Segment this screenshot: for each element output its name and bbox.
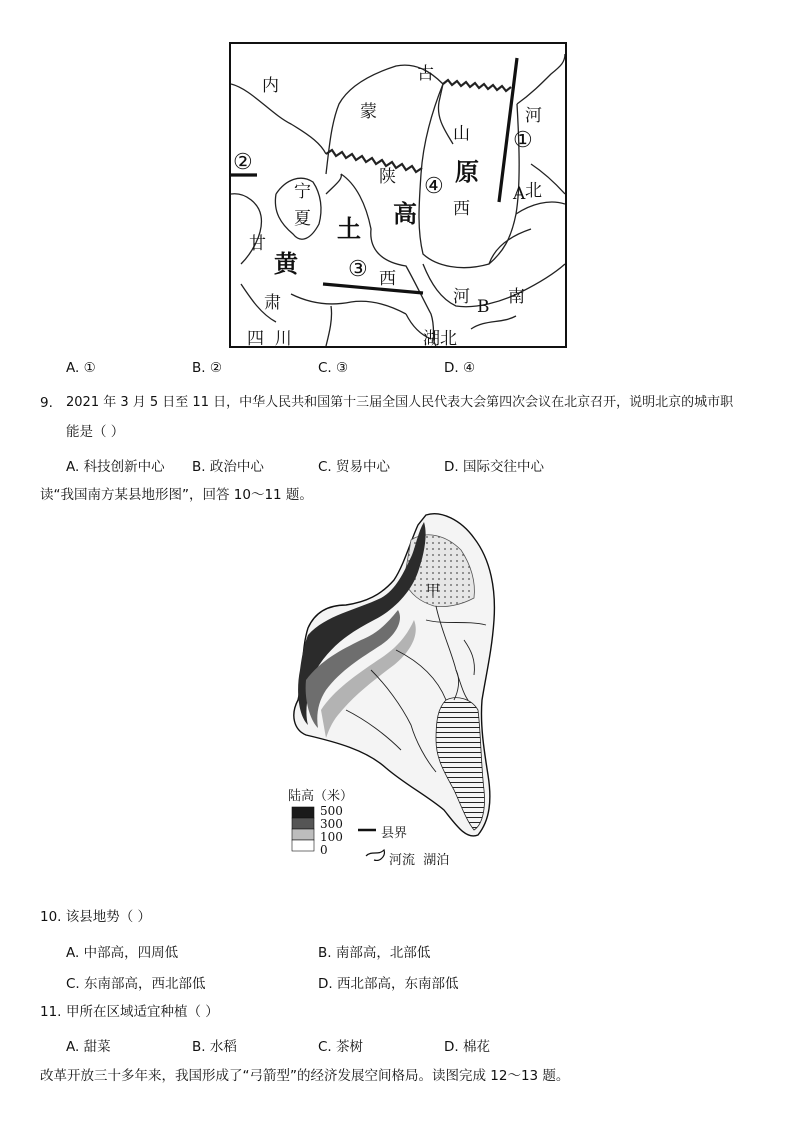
q8-option-a[interactable]: A. ① <box>66 360 96 376</box>
q8-option-d[interactable]: D. ④ <box>444 360 476 376</box>
county-terrain-map-shapes <box>286 510 506 870</box>
label-circle-3: ③ <box>348 257 368 282</box>
q10-option-a[interactable]: A. 中部高，四周低 <box>66 945 179 961</box>
q11-stem: 甲所在区域适宜种植（ ） <box>66 1004 219 1020</box>
label-circle-4: ④ <box>424 174 444 199</box>
q10-option-b[interactable]: B. 南部高，北部低 <box>318 945 431 961</box>
label-he-hebei: 河 <box>525 106 542 126</box>
legend-value-100: 100 <box>320 830 343 844</box>
label-sichuan: 四 川 <box>247 329 292 348</box>
q10-option-c[interactable]: C. 东南部高，西北部低 <box>66 976 206 992</box>
q9-option-c[interactable]: C. 贸易中心 <box>318 459 391 475</box>
label-ning: 宁 <box>294 182 311 202</box>
label-gan: 甘 <box>249 234 266 254</box>
q11-option-b[interactable]: B. 水稻 <box>192 1039 237 1055</box>
legend-title: 陆高（米） <box>288 789 354 804</box>
label-gu: 古 <box>417 64 434 84</box>
q9-option-a[interactable]: A. 科技创新中心 <box>66 459 165 475</box>
q11-option-d[interactable]: D. 棉花 <box>444 1039 490 1055</box>
legend-county-border: 县界 <box>381 826 408 841</box>
label-shaan: 陕 <box>379 167 396 187</box>
label-B: B <box>477 297 490 317</box>
label-xi-shaanxi: 西 <box>379 269 396 289</box>
legend-value-500: 500 <box>320 804 343 818</box>
label-nan-henan: 南 <box>508 287 525 307</box>
label-bei-hebei: 北 <box>525 181 542 201</box>
q11-number: 11. <box>40 1004 62 1020</box>
label-circle-2: ② <box>233 150 253 175</box>
legend-river-lake: 河流 湖泊 <box>389 853 450 868</box>
q9-number: 9. <box>40 395 53 411</box>
label-he-henan: 河 <box>453 287 470 307</box>
q9-option-d[interactable]: D. 国际交往中心 <box>444 459 544 475</box>
q8-option-b[interactable]: B. ② <box>192 360 222 376</box>
legend-value-0: 0 <box>320 843 328 857</box>
label-yuan: 原 <box>455 157 479 186</box>
q8-option-c[interactable]: C. ③ <box>318 360 349 376</box>
q9-stem-line1: 2021 年 3 月 5 日至 11 日，中华人民共和国第十三届全国人民代表大会第四次会议在北京召开，说明北京的城市职 <box>66 395 734 410</box>
label-su: 肃 <box>264 293 281 313</box>
label-jia: 甲 <box>426 583 440 599</box>
label-xia: 夏 <box>294 209 311 229</box>
label-hubei: 湖北 <box>423 329 457 348</box>
intro-12-13: 改革开放三十多年来，我国形成了“弓箭型”的经济发展空间格局。读图完成 12～13 题。 <box>40 1068 570 1084</box>
label-huang: 黄 <box>274 249 298 278</box>
label-shan-shanxi: 山 <box>453 124 470 144</box>
q9-option-b[interactable]: B. 政治中心 <box>192 459 264 475</box>
q10-option-d[interactable]: D. 西北部高，东南部低 <box>318 976 459 992</box>
q10-stem: 10. 该县地势（ ） <box>40 909 152 925</box>
intro-10-11: 读“我国南方某县地形图”，回答 10～11 题。 <box>40 487 313 503</box>
legend-value-300: 300 <box>320 817 343 831</box>
loess-plateau-map <box>229 42 567 348</box>
label-nei: 内 <box>262 76 279 96</box>
q9-stem-line2: 能是（ ） <box>66 424 125 440</box>
label-circle-1: ① <box>513 128 533 153</box>
label-meng: 蒙 <box>360 102 377 122</box>
county-terrain-map <box>286 510 506 870</box>
label-A: A <box>513 184 526 204</box>
label-tu: 土 <box>337 214 361 243</box>
label-gao: 高 <box>393 199 417 228</box>
label-xi-shanxi: 西 <box>453 199 470 219</box>
q11-option-c[interactable]: C. 茶树 <box>318 1039 364 1055</box>
q11-option-a[interactable]: A. 甜菜 <box>66 1039 111 1055</box>
